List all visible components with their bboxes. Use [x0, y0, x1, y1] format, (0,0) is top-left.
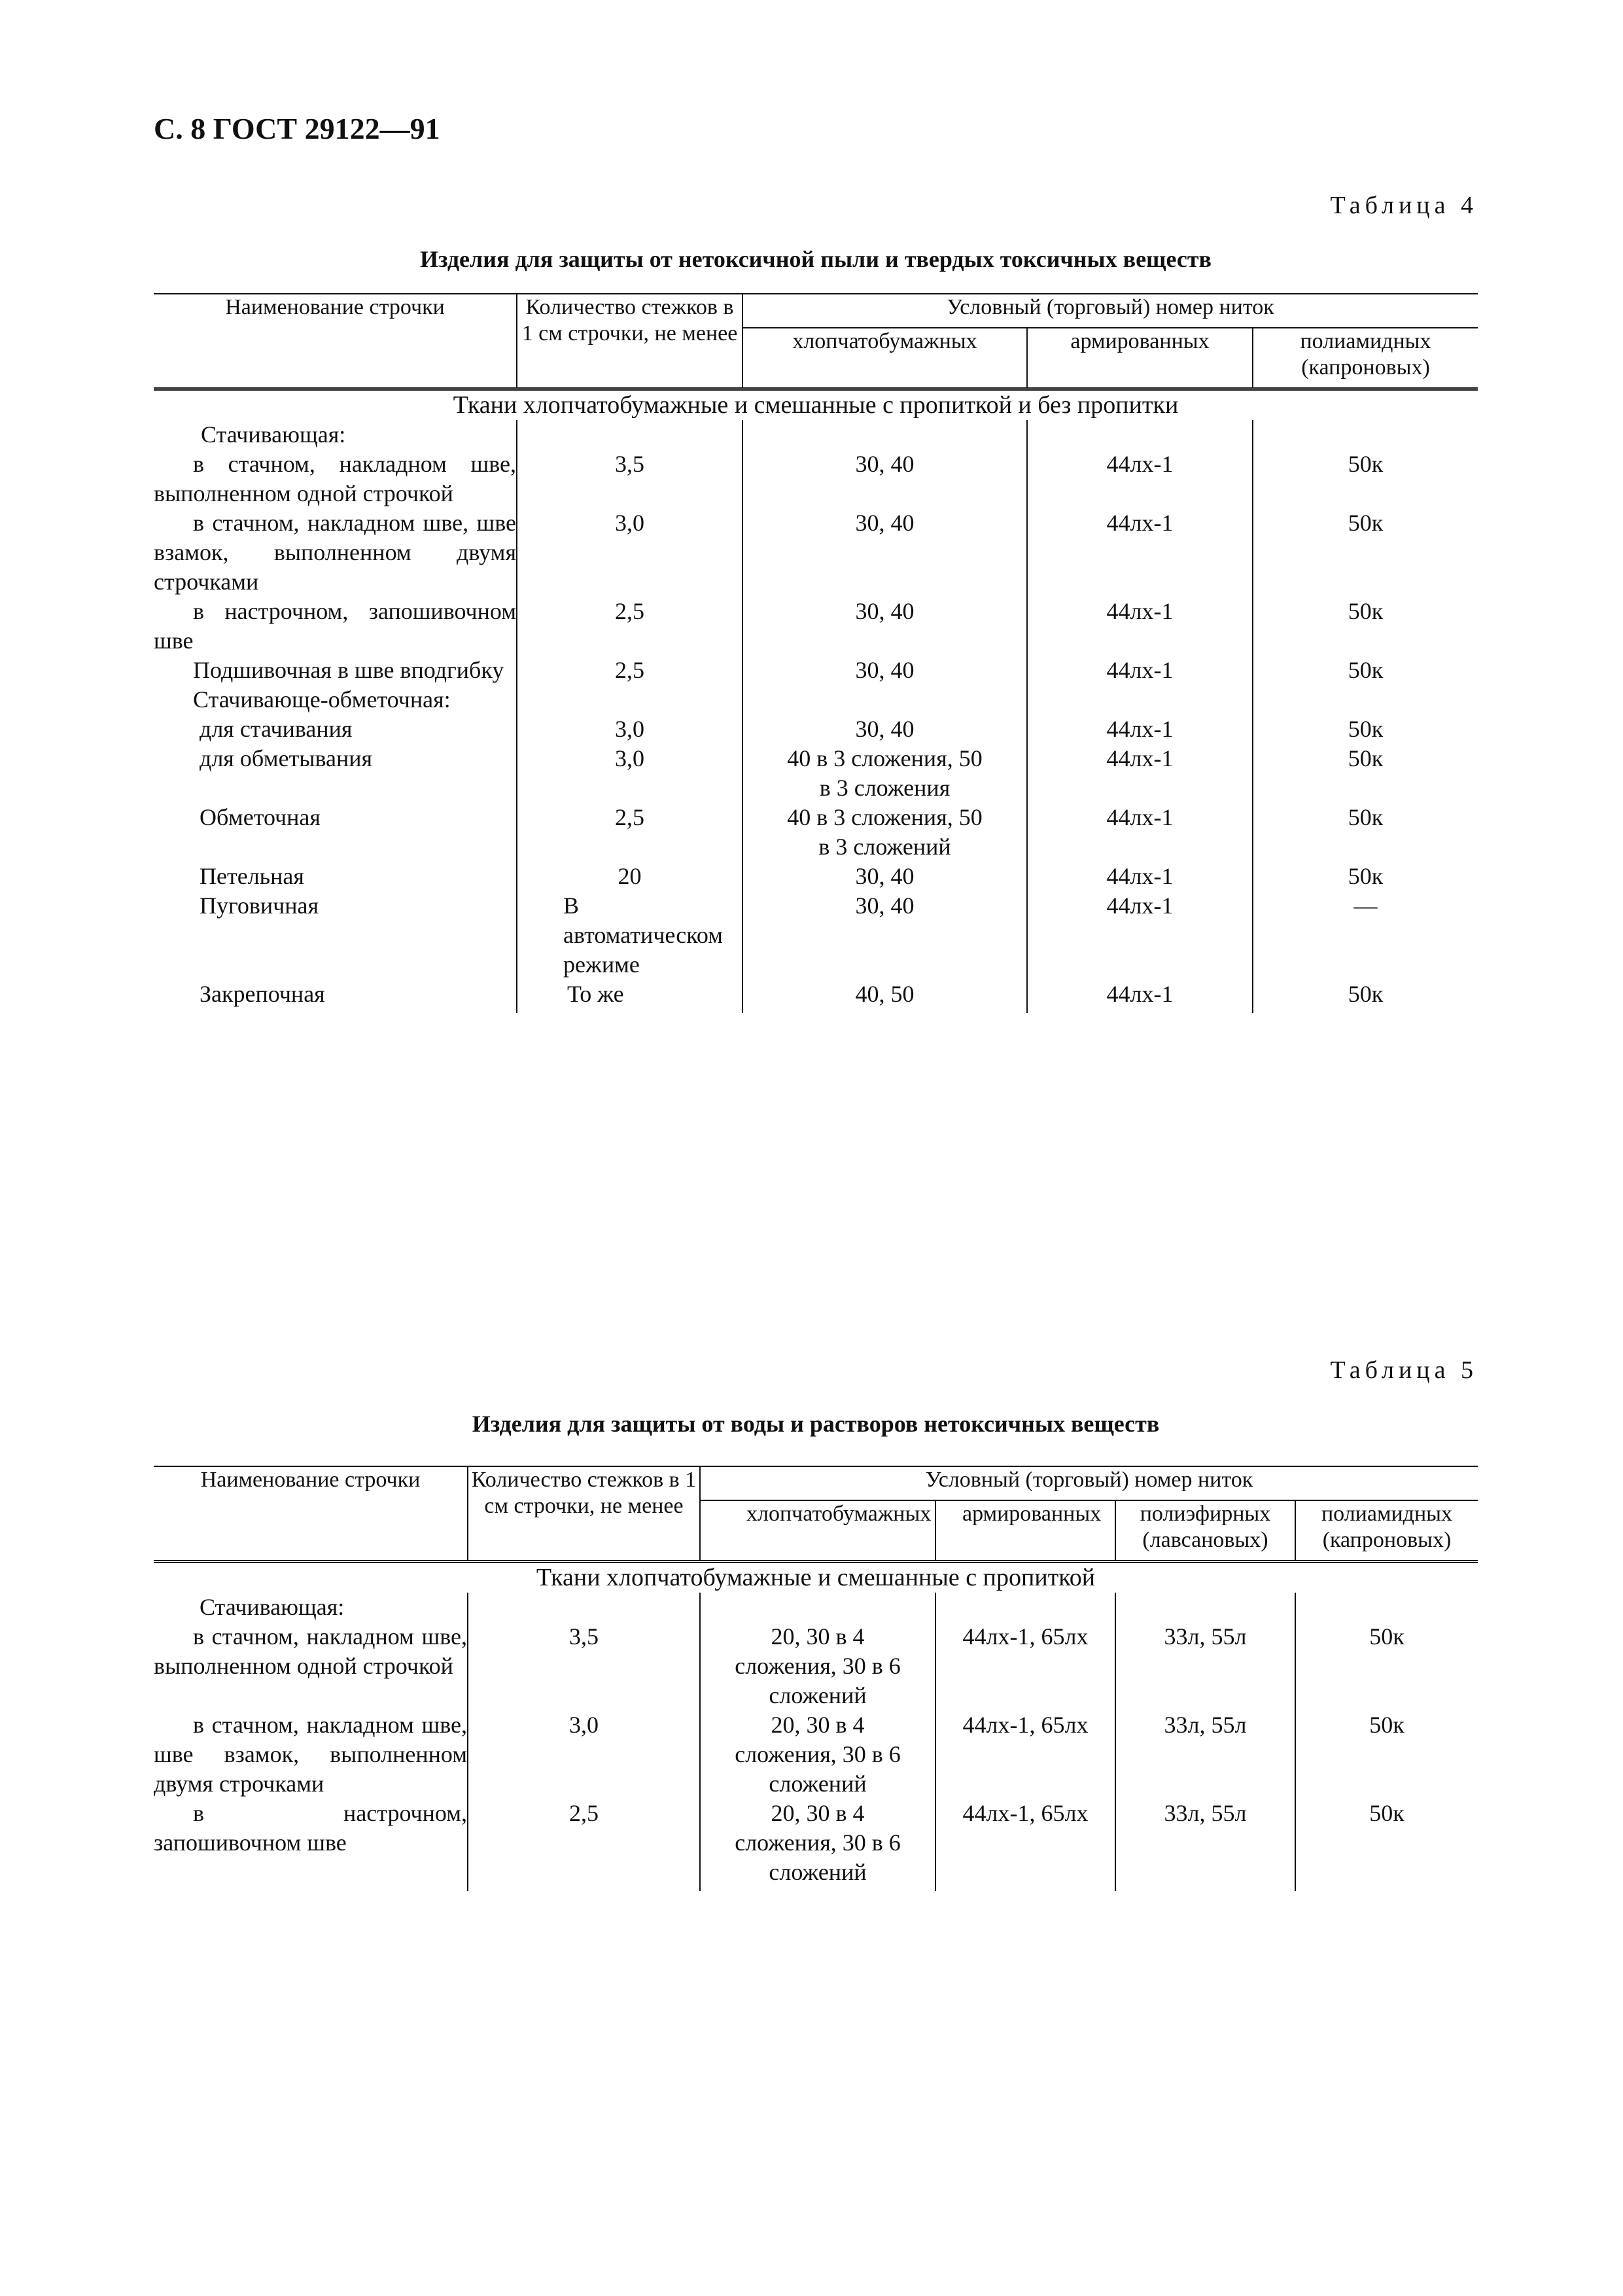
t4-row4-cotton: 30, 40 — [742, 656, 1027, 685]
table-row — [154, 980, 1478, 1013]
t4-row1-stitches: 3,5 — [517, 450, 742, 508]
t5-row2-cotton: 20, 30 в 4 сложения, 30 в 6 сложений — [700, 1710, 935, 1799]
t5-row3-name: в настрочном, запошивочном шве — [154, 1800, 467, 1856]
t5-header-reinforced: армированных — [935, 1500, 1115, 1562]
table-row — [154, 744, 1478, 803]
table-row — [154, 656, 1478, 685]
t5-row2-stitches: 3,0 — [468, 1710, 700, 1799]
t4-row11-polyamide: 50к — [1253, 980, 1478, 1013]
table4 — [154, 293, 1478, 1013]
t4-header-thread-group: Условный (торговый) номер ниток — [742, 294, 1478, 328]
t4-row8-name: Обметочная — [200, 804, 321, 830]
t4-row9-cotton: 30, 40 — [742, 862, 1027, 891]
t5-row2-polyamide: 50к — [1295, 1710, 1478, 1799]
t5-row1-polyamide: 50к — [1295, 1622, 1478, 1710]
table-row — [154, 450, 1478, 508]
t4-row11-name: Закрепочная — [200, 981, 325, 1007]
t4-row8-reinforced: 44лх-1 — [1027, 803, 1253, 862]
t4-header-reinforced: армированных — [1027, 328, 1253, 389]
table-row — [154, 862, 1478, 891]
t4-row6-reinforced: 44лх-1 — [1027, 715, 1253, 744]
t5-row2-name: в стачном, накладном шве, шве взамок, выполненном двумя строчками — [154, 1712, 467, 1797]
t5-row3-cotton: 20, 30 в 4 сложения, 30 в 6 сложений — [700, 1799, 935, 1891]
t4-row9-name: Петельная — [200, 863, 304, 889]
t4-row4-polyamide: 50к — [1253, 656, 1478, 685]
t5-row2-polyester: 33л, 55л — [1115, 1710, 1295, 1799]
table-row — [154, 715, 1478, 744]
t4-header-name: Наименование строчки — [154, 294, 517, 389]
t5-row0-name: Стачивающая: — [200, 1594, 345, 1620]
t5-row1-stitches: 3,5 — [468, 1622, 700, 1710]
table-row — [154, 1622, 1478, 1710]
t4-row3-polyamide: 50к — [1253, 597, 1478, 656]
t4-row6-cotton: 30, 40 — [742, 715, 1027, 744]
t4-row10-reinforced: 44лх-1 — [1027, 891, 1253, 980]
table-row — [154, 803, 1478, 862]
t5-header-stitches: Количество стежков в 1 см строчки, не менее — [468, 1466, 700, 1562]
t4-row9-reinforced: 44лх-1 — [1027, 862, 1253, 891]
t5-row1-cotton: 20, 30 в 4 сложения, 30 в 6 сложений — [700, 1622, 935, 1710]
t4-row7-name: для обметывания — [200, 745, 373, 771]
table-row — [154, 1593, 1478, 1622]
t4-section: Ткани хлопчатобумажные и смешанные с пропиткой и без пропитки — [453, 391, 1179, 419]
t4-row1-cotton: 30, 40 — [742, 450, 1027, 508]
t4-row2-reinforced: 44лх-1 — [1027, 508, 1253, 597]
t4-row4-name: Подшивочная в шве вподгибку — [193, 657, 504, 683]
t4-row10-stitches: В автоматическом режиме — [517, 891, 742, 980]
t4-row10-cotton: 30, 40 — [742, 891, 1027, 980]
t4-header-stitches: Количество стежков в 1 см строчки, не менее — [517, 294, 742, 389]
t4-row4-reinforced: 44лх-1 — [1027, 656, 1253, 685]
table-row — [154, 1710, 1478, 1799]
t5-row1-polyester: 33л, 55л — [1115, 1622, 1295, 1710]
t4-row6-name: для стачивания — [200, 716, 353, 742]
t4-row9-stitches: 20 — [517, 862, 742, 891]
t4-row8-stitches: 2,5 — [517, 803, 742, 862]
t5-row2-reinforced: 44лх-1, 65лх — [935, 1710, 1115, 1799]
t4-row10-polyamide: — — [1253, 891, 1478, 980]
t5-row3-stitches: 2,5 — [468, 1799, 700, 1891]
t5-row3-reinforced: 44лх-1, 65лх — [935, 1799, 1115, 1891]
t4-row2-name: в стачном, накладном шве, шве взамок, выполненном двумя строчками — [154, 510, 516, 595]
t4-row3-stitches: 2,5 — [517, 597, 742, 656]
t4-row7-polyamide: 50к — [1253, 744, 1478, 803]
t4-row11-cotton: 40, 50 — [742, 980, 1027, 1013]
table5-number: Таблица 5 — [1330, 1356, 1478, 1384]
t4-row1-polyamide: 50к — [1253, 450, 1478, 508]
t4-row6-stitches: 3,0 — [517, 715, 742, 744]
t5-row3-polyester: 33л, 55л — [1115, 1799, 1295, 1891]
t4-row5-name: Стачивающе-обметочная: — [193, 686, 451, 713]
t5-row1-name: в стачном, накладном шве, выполненном одной строчкой — [154, 1623, 467, 1679]
t4-row10-name: Пуговичная — [200, 892, 319, 919]
t5-header-polyester: полиэфирных (лавсановых) — [1115, 1500, 1295, 1562]
t5-header-polyamide: полиамидных (капроновых) — [1295, 1500, 1478, 1562]
t5-row3-polyamide: 50к — [1295, 1799, 1478, 1891]
t4-row7-reinforced: 44лх-1 — [1027, 744, 1253, 803]
t4-row7-cotton: 40 в 3 сложения, 50 в 3 сложения — [742, 744, 1027, 803]
t4-row3-reinforced: 44лх-1 — [1027, 597, 1253, 656]
table-row — [154, 891, 1478, 980]
table-row — [154, 508, 1478, 597]
t5-row1-reinforced: 44лх-1, 65лх — [935, 1622, 1115, 1710]
t4-row2-polyamide: 50к — [1253, 508, 1478, 597]
t4-row1-name: в стачном, накладном шве, выполненном одной строчкой — [154, 451, 516, 506]
table-row — [154, 1799, 1478, 1891]
table5-title: Изделия для защиты от воды и растворов нетоксичных веществ — [472, 1411, 1160, 1437]
t4-row11-reinforced: 44лх-1 — [1027, 980, 1253, 1013]
t4-row1-reinforced: 44лх-1 — [1027, 450, 1253, 508]
t4-row3-cotton: 30, 40 — [742, 597, 1027, 656]
t4-row3-name: в настрочном, запошивочном шве — [154, 598, 516, 654]
t4-row4-stitches: 2,5 — [517, 656, 742, 685]
page-header: С. 8 ГОСТ 29122—91 — [154, 112, 440, 145]
t5-header-thread-group: Условный (торговый) номер ниток — [700, 1466, 1478, 1500]
t4-row6-polyamide: 50к — [1253, 715, 1478, 744]
table-row — [154, 597, 1478, 656]
t5-header-cotton: хлопчатобумажных — [700, 1500, 935, 1562]
t4-row2-cotton: 30, 40 — [742, 508, 1027, 597]
t4-row8-polyamide: 50к — [1253, 803, 1478, 862]
t5-header-name: Наименование строчки — [154, 1466, 468, 1562]
t4-row2-stitches: 3,0 — [517, 508, 742, 597]
table-row — [154, 685, 1478, 715]
table4-number: Таблица 4 — [1330, 192, 1478, 219]
t4-row0-name: Стачивающая: — [201, 421, 346, 448]
t5-section: Ткани хлопчатобумажные и смешанные с пропиткой — [536, 1564, 1096, 1591]
t4-header-polyamide: полиамидных (капроновых) — [1253, 328, 1478, 389]
t4-row11-stitches: То же — [517, 980, 742, 1013]
t4-row7-stitches: 3,0 — [517, 744, 742, 803]
table5 — [154, 1466, 1478, 1891]
t4-row9-polyamide: 50к — [1253, 862, 1478, 891]
table-row — [154, 420, 1478, 450]
t4-header-cotton: хлопчатобумажных — [742, 328, 1027, 389]
t4-row8-cotton: 40 в 3 сложения, 50 в 3 сложений — [742, 803, 1027, 862]
table4-title: Изделия для защиты от нетоксичной пыли и твердых токсичных веществ — [420, 246, 1212, 272]
